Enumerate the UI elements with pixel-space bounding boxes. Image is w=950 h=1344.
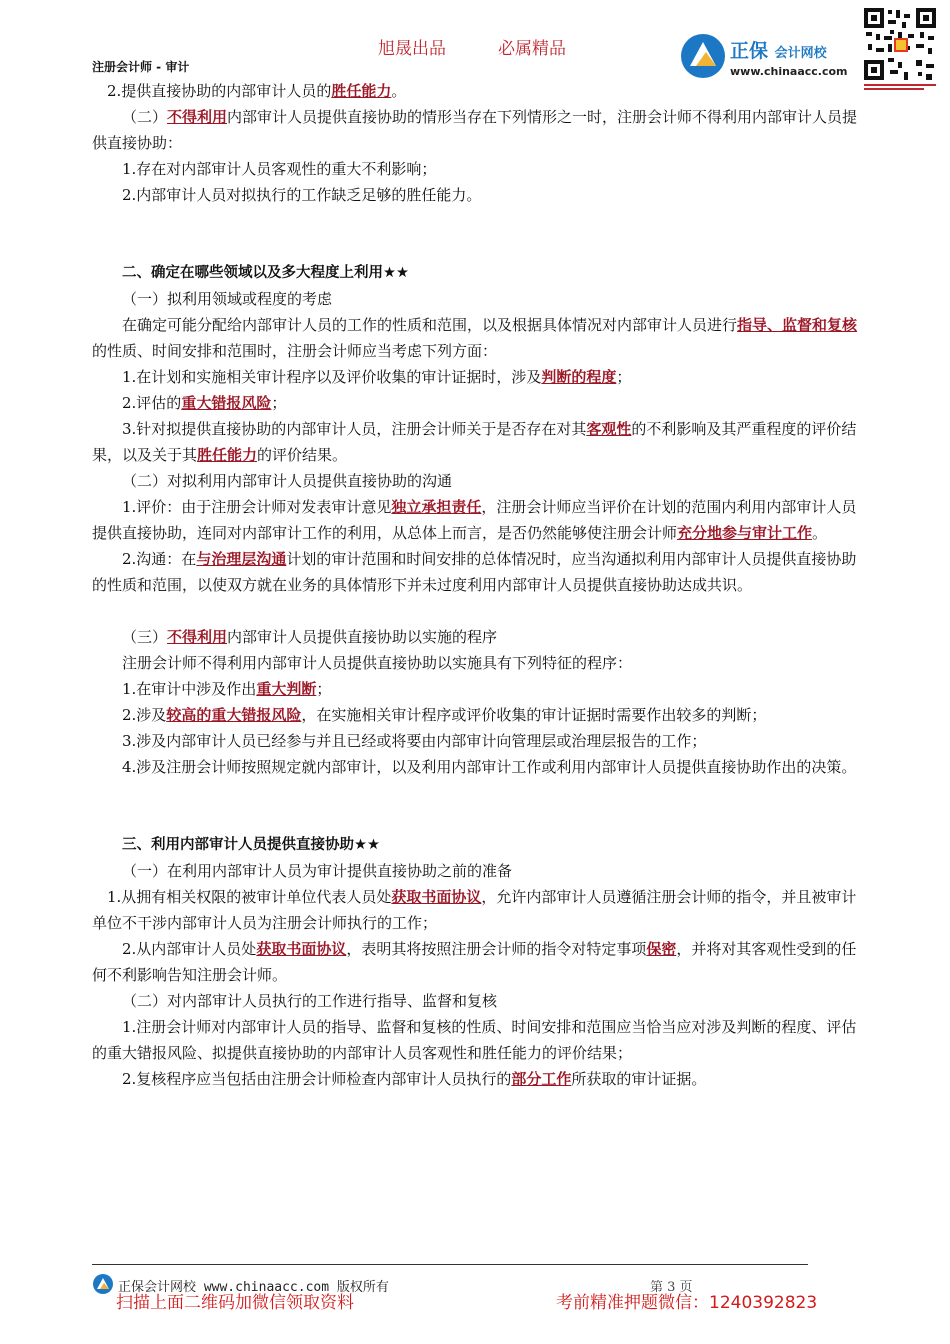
text-run: 。 [812, 524, 828, 542]
text-run: 2.内部审计人员对拟执行的工作缺乏足够的胜任能力。 [122, 186, 482, 204]
highlighted-term: 获取书面协议 [391, 888, 482, 906]
text-run: 的性质、时间安排和范围时，注册会计师应当考虑下列方面： [92, 342, 498, 360]
text-run: 1.存在对内部审计人员客观性的重大不利影响； [122, 160, 437, 178]
paragraph [92, 728, 860, 754]
text-run: （二）对内部审计人员执行的工作进行指导、监督和复核 [122, 992, 498, 1010]
text-run: 在确定可能分配给内部审计人员的工作的性质和范围，以及根据具体情况对内部审计人员进行 [122, 316, 738, 334]
logo-url: www.chinaacc.com [730, 65, 848, 78]
slogan-right: 必属精品 [498, 39, 566, 59]
highlighted-term: 重大判断 [256, 680, 317, 698]
text-run: 二、确定在哪些领域以及多大程度上利用★★ [122, 265, 409, 281]
text-run: 3.针对拟提供直接协助的内部审计人员，注册会计师关于是否存在对其 [122, 420, 587, 438]
paragraph [92, 312, 860, 364]
text-run: 的不利影响及其严重程度的评价结果，以及关于其 [92, 420, 857, 464]
highlighted-term: 部分工作 [511, 1070, 572, 1088]
text-run: 2.复核程序应当包括由注册会计师检查内部审计人员执行的 [122, 1070, 512, 1088]
logo-text [730, 36, 848, 78]
text-run: 1.在计划和实施相关审计程序以及评价收集的审计证据时，涉及 [122, 368, 542, 386]
paragraph [92, 390, 860, 416]
highlighted-term: 胜任能力 [331, 82, 392, 100]
text-run: 1.从拥有相关权限的被审计单位代表人员处 [107, 888, 392, 906]
highlighted-term: 充分地参与审计工作 [677, 524, 813, 542]
text-run: ； [316, 680, 332, 698]
logo-sub: 会计网校 [774, 46, 827, 61]
text-run: 2.评估的 [122, 394, 182, 412]
text-run: ，表明其将按照注册会计师的指令对特定事项 [346, 940, 647, 958]
footer-divider [92, 1264, 808, 1265]
text-run: 的评价结果。 [257, 446, 348, 464]
paragraph [92, 286, 860, 312]
highlighted-term: 客观性 [586, 420, 632, 438]
text-run: 3.涉及内部审计人员已经参与并且已经或将要由内部审计向管理层或治理层报告的工作； [122, 732, 707, 750]
paragraph [92, 988, 860, 1014]
text-run: 注册会计师不得利用内部审计人员提供直接协助以实施具有下列特征的程序： [122, 654, 633, 672]
paragraph [92, 754, 860, 780]
paragraph [92, 494, 860, 546]
document-body [92, 78, 860, 1092]
highlighted-term: 判断的程度 [541, 368, 617, 386]
text-run: ； [616, 368, 632, 386]
text-run: ，在实施相关审计程序或评价收集的审计证据时需要作出较多的判断； [301, 706, 767, 724]
text-run: 。 [391, 82, 407, 100]
text-run: 1.在审计中涉及作出 [122, 680, 257, 698]
paragraph-spacer [92, 234, 860, 260]
text-run: 三、利用内部审计人员提供直接协助★★ [122, 837, 380, 853]
text-run: （三） [122, 628, 168, 646]
section-heading [92, 260, 860, 286]
text-run: （二） [122, 108, 168, 126]
text-run: 内部审计人员提供直接协助以实施的程序 [227, 628, 498, 646]
paragraph [92, 1014, 860, 1066]
footer-copyright: 正保会计网校 www.chinaacc.com 版权所有 [118, 1280, 389, 1295]
footer-page-number: 第 3 页 [650, 1280, 693, 1295]
highlighted-term: 获取书面协议 [256, 940, 347, 958]
highlighted-term: 较高的重大错报风险 [166, 706, 302, 724]
subject-title: 注册会计师 - 审计 [92, 60, 190, 74]
paragraph [92, 884, 860, 936]
paragraph [92, 1066, 860, 1092]
paragraph [92, 936, 860, 988]
qr-code-icon [862, 6, 938, 92]
paragraph [92, 468, 860, 494]
paragraph [92, 650, 860, 676]
paragraph [92, 104, 860, 156]
text-run: ； [271, 394, 287, 412]
text-run: 2.从内部审计人员处 [122, 940, 257, 958]
text-run: 2.涉及 [122, 706, 167, 724]
paragraph-spacer [92, 598, 860, 624]
bottom-banner-right: 考前精准押题微信：1240392823 [556, 1293, 818, 1313]
text-run: 4.涉及注册会计师按照规定就内部审计，以及利用内部审计工作或利用内部审计人员提供直接协助作出的决策。 [122, 758, 857, 776]
highlighted-term: 与治理层沟通 [196, 550, 287, 568]
paragraph [92, 702, 860, 728]
footer-logo-icon [92, 1273, 114, 1295]
paragraph [92, 364, 860, 390]
paragraph [92, 416, 860, 468]
paragraph [92, 676, 860, 702]
text-run: 1.注册会计师对内部审计人员的指导、监督和复核的性质、时间安排和范围应当恰当应对涉及判断的程度、评估的重大错报风险、拟提供直接协助的内部审计人员客观性和胜任能力的评价结果； [92, 1018, 857, 1062]
text-run: 2.沟通：在 [122, 550, 197, 568]
text-run: ，注册会计师应当评价在计划的范围内利用内部审计人员提供直接协助，连同对内部审计工作的利用，从总体上而言，是否仍然能够使注册会计师 [92, 498, 857, 542]
highlighted-term: 指导、监督和复核 [737, 316, 858, 334]
paragraph-spacer [92, 208, 860, 234]
highlighted-term: 重大错报风险 [181, 394, 272, 412]
paragraph [92, 156, 860, 182]
paragraph [92, 858, 860, 884]
text-run: 1.评价：由于注册会计师对发表审计意见 [122, 498, 392, 516]
text-run: ，并将对其客观性受到的任何不利影响告知注册会计师。 [92, 940, 857, 984]
paragraph [92, 78, 860, 104]
highlighted-term: 独立承担责任 [391, 498, 482, 516]
paragraph-spacer [92, 780, 860, 806]
text-run: （二）对拟利用内部审计人员提供直接协助的沟通 [122, 472, 453, 490]
text-run: 2.提供直接协助的内部审计人员的 [107, 82, 332, 100]
paragraph-spacer [92, 806, 860, 832]
text-run: 所获取的审计证据。 [571, 1070, 707, 1088]
text-run: 内部审计人员提供直接协助的情形当存在下列情形之一时，注册会计师不得利用内部审计人员提供直接协助： [92, 108, 858, 152]
text-run: （一）在利用内部审计人员为审计提供直接协助之前的准备 [122, 862, 513, 880]
highlighted-term: 不得利用 [167, 108, 228, 126]
bottom-banner-left: 扫描上面二维码加微信领取资料 [116, 1293, 354, 1313]
slogan-left: 旭晟出品 [378, 39, 446, 59]
paragraph [92, 546, 860, 598]
section-heading [92, 832, 860, 858]
highlighted-term: 保密 [646, 940, 677, 958]
paragraph [92, 182, 860, 208]
highlighted-term: 胜任能力 [197, 446, 258, 464]
text-run: ，允许内部审计人员遵循注册会计师的指令，并且被审计单位不干涉内部审计人员为注册会计师执行的工作； [92, 888, 857, 932]
highlighted-term: 不得利用 [167, 628, 228, 646]
text-run: （一）拟利用领域或程度的考虑 [122, 290, 333, 308]
paragraph [92, 624, 860, 650]
logo-name: 正保 [730, 40, 769, 62]
text-run: 计划的审计范围和时间安排的总体情况时，应当沟通拟利用内部审计人员提供直接协助的性质和范围，以使双方就在业务的具体情形下并未过度利用内部审计人员提供直接协助达成共识。 [92, 550, 857, 594]
